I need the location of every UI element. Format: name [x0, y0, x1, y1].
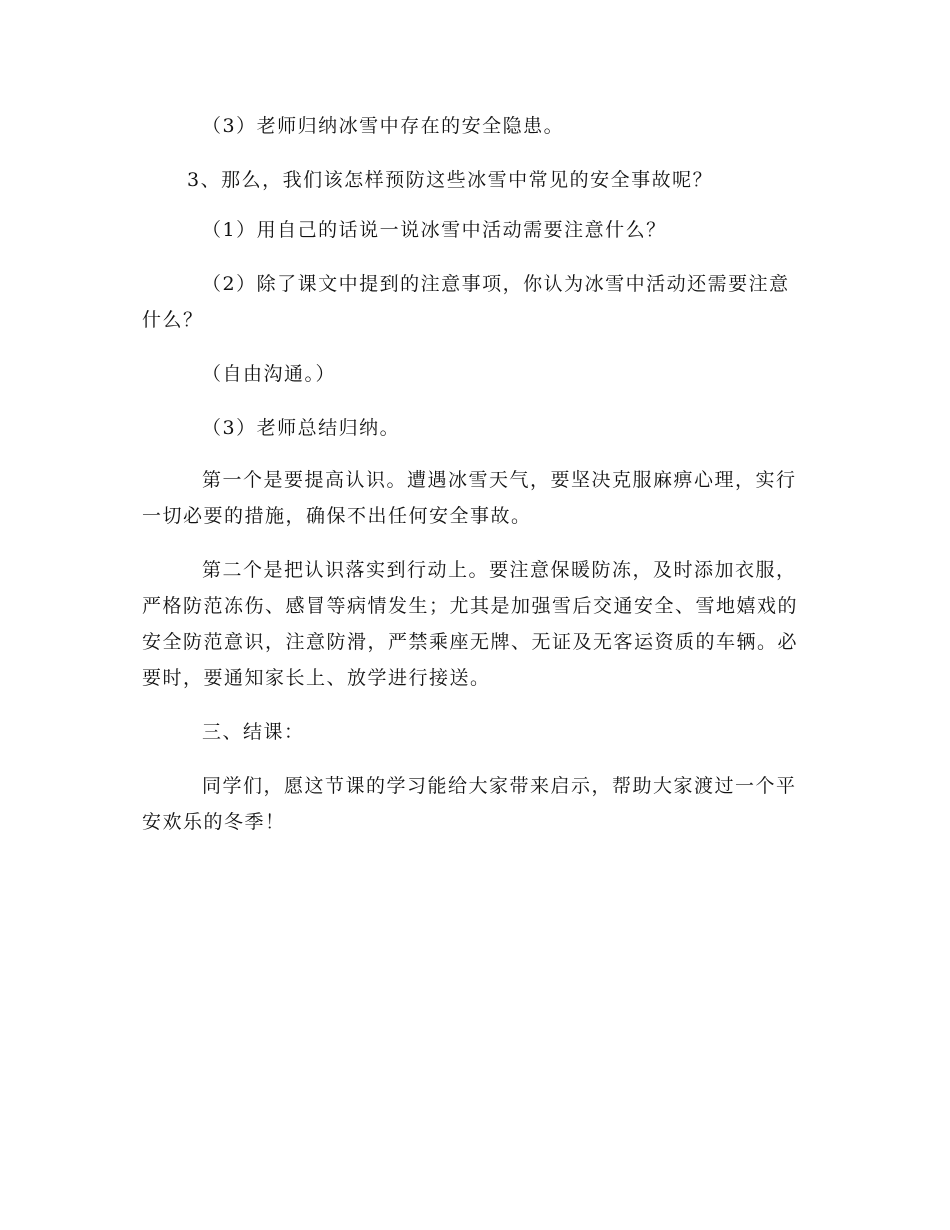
paragraph-text: 第一个是要提高认识。遭遇冰雪天气，要坚决克服麻痹心理，实行一切必要的措施，确保不出任何安全事故。 [142, 469, 797, 527]
paragraph-question-prevention [142, 162, 810, 198]
paragraph-text: 3、那么，我们该怎样预防这些冰雪中常见的安全事故呢？ [187, 169, 714, 191]
paragraph-item-1 [142, 212, 810, 248]
paragraph-text: 三、结课： [202, 721, 305, 743]
paragraph-text: （3）老师总结归纳。 [202, 417, 401, 439]
paragraph-text: 第二个是把认识落实到行动上。要注意保暖防冻，及时添加衣服，严格防范冻伤、感冒等病情发生；尤其是加强雪后交通安全、雪地嬉戏的安全防范意识，注意防滑，严禁乘座无牌、无证及无客运资质的车辆。必要时，要通知家长上、放学进行接送。 [142, 559, 799, 689]
document-page [142, 0, 810, 1230]
paragraph-second-point [142, 552, 810, 696]
paragraph-text: （3）老师归纳冰雪中存在的安全隐患。 [202, 115, 565, 137]
paragraph-first-point [142, 462, 810, 534]
paragraph-text: （自由沟通。） [202, 363, 337, 385]
paragraph-text: （2）除了课文中提到的注意事项，你认为冰雪中活动还需要注意什么？ [142, 273, 790, 331]
section-heading-conclusion [142, 714, 810, 750]
paragraph-free-discussion [142, 356, 810, 392]
paragraph-text: （1）用自己的话说一说冰雪中活动需要注意什么？ [202, 219, 667, 241]
paragraph-teacher-summary-hazards [142, 108, 810, 144]
paragraph-closing [142, 768, 810, 840]
paragraph-item-2 [142, 266, 810, 338]
paragraph-text: 同学们，愿这节课的学习能给大家带来启示，帮助大家渡过一个平安欢乐的冬季！ [142, 775, 797, 833]
paragraph-item-3 [142, 410, 810, 446]
